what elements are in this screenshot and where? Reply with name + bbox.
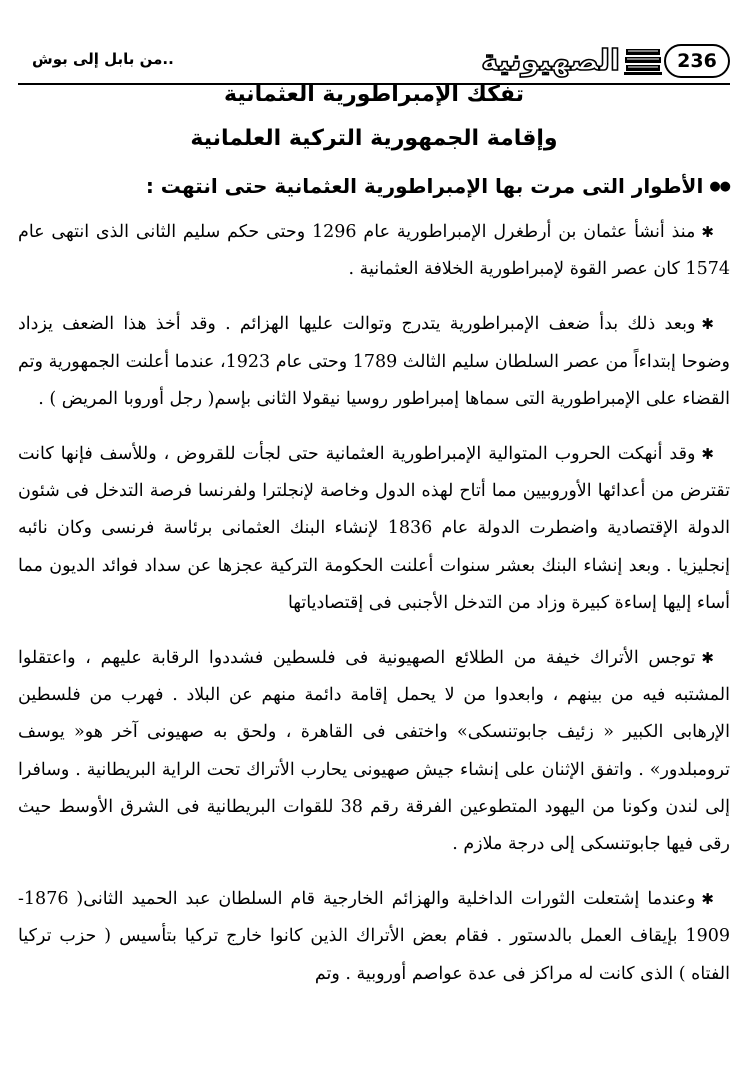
series-title: الصهيونية — [481, 43, 620, 77]
paragraph — [18, 436, 730, 622]
asterisk-icon: ✱ — [701, 649, 714, 668]
paragraph-text: منذ أنشأ عثمان بن أرطغرل الإمبراطورية عام 1296 وحتى حكم سليم الثانى الذى انتهى عام 1574 كان عصر القوة لإمبراطورية الخلافة العثمانية . — [18, 222, 730, 280]
paragraph — [18, 214, 730, 288]
paragraph-text: وقد أنهكت الحروب المتوالية الإمبراطورية العثمانية حتى لجأت للقروض ، وللأسف فإنها كانت تقترض من أعدائها الأوروبيين مما أتاح لهذه الدول وخاصة لإنجلترا ولفرنسا فرصة التدخل فى شئون الدولة الإقتصادية واضطرت الدولة عام 1836 لإنشاء البنك العثمانى برئاسة فرنسى وكان نائبه إنجليزيا . وبعد إنشاء البنك بعشر سنوات أعلنت الحكومة التركية عجزها عن سداد فوائد الديون مما أساء إليها إساءة كبيرة وزاد من التدخل الأجنبى فى إقتصادياتها — [18, 444, 731, 613]
chapter-subtitle: وإقامة الجمهورية التركية العلمانية — [190, 126, 558, 151]
page-number: 236 — [664, 44, 730, 78]
asterisk-icon: ✱ — [701, 315, 714, 334]
running-header — [18, 40, 730, 84]
asterisk-icon: ✱ — [701, 890, 714, 909]
chapter-title: تفكك الإمبراطورية العثمانية — [223, 82, 525, 107]
body-text — [18, 214, 730, 1011]
paragraph — [18, 640, 730, 863]
asterisk-icon: ✱ — [701, 223, 714, 241]
paragraph-text: توجس الأتراك خيفة من الطلائع الصهيونية فى فلسطين فشددوا الرقابة عليهم ، واعتقلوا المشتبه فيه من بينهم ، وابعدوا من لا يحمل إقامة دائمة منهم عن البلاد . فهرب من فلسطين الإرهابى الكبير « زئيف جابوتنسكى» واختفى فى القاهرة ، ولحق به صهيونى آخر هو« يوسف ترومبلدور» . واتفق الإثنان على إنشاء جيش صهيونى يحارب الأتراك تحت الراية البريطانية . وسافرا إلى لندن وكونا من اليهود المتطوعين الفرقة رقم 38 للقوات البريطانية فى الشرق الأوسط حيث رقى فيها جابوتنسكى إلى درجة ملازم . — [18, 648, 731, 855]
paragraph-text: وبعد ذلك بدأ ضعف الإمبراطورية يتدرج وتوالت عليها الهزائم . وقد أخذ هذا الضعف يزداد وضوحا إبتداءاً من عصر السلطان سليم الثالث 1789 وحتى عام 1923، عندما أعلنت الجمهورية وتم القضاء على الإمبراطورية التى سماها إمبراطور روسيا نيقولا الثانى بإسم( رجل أوروبا المريض ) . — [18, 314, 730, 409]
section-heading — [38, 174, 730, 198]
section-heading-text: الأطوار التى مرت بها الإمبراطورية العثمانية حتى انتهت : — [145, 174, 704, 198]
series-subtitle: ..من بابل إلى بوش — [32, 50, 174, 68]
bullet-dots-icon: ●● — [709, 178, 730, 194]
paragraph-text: وعندما إشتعلت الثورات الداخلية والهزائم الخارجية قام السلطان عبد الحميد الثانى( 1876-1909 بإيقاف العمل بالدستور . فقام بعض الأتراك الذين كانوا خارج تركيا بتأسيس ( حزب تركيا الفتاه ) الذى كانت له مراكز فى عدة عواصم أوروبية . وتم — [18, 889, 730, 984]
paragraph — [18, 306, 730, 418]
paragraph — [18, 881, 730, 993]
stacked-books-icon — [624, 46, 662, 76]
book-page — [18, 22, 730, 1072]
asterisk-icon: ✱ — [701, 445, 714, 464]
